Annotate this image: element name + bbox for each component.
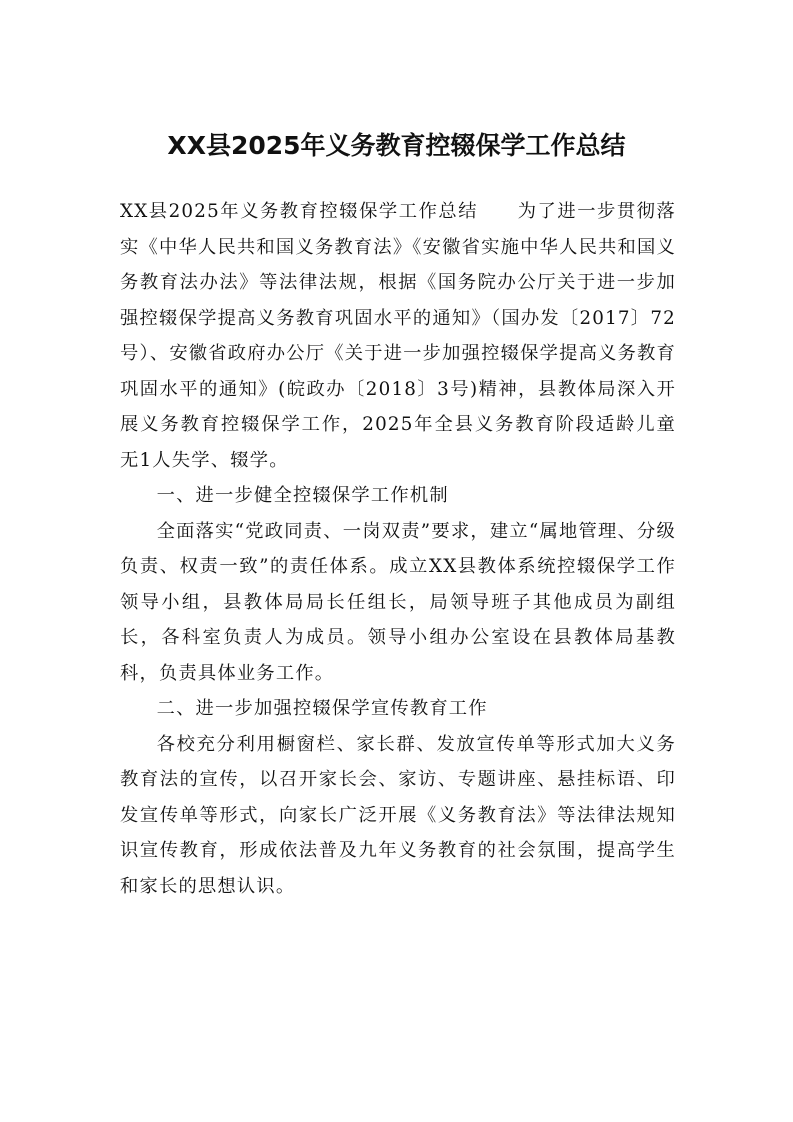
- document-title: XX县2025年义务教育控辍保学工作总结: [167, 131, 626, 160]
- section-paragraph-1: 全面落实“党政同责、一岗双责”要求，建立“属地管理、分级负责、权责一致”的责任体系。成立XX县教体系统控辍保学工作领导小组，县教体局局长任组长，局领导班子其他成员为副组长，各科室负责人为成员。领导小组办公室设在县教体局基教科，负责具体业务工作。: [120, 520, 676, 684]
- document-body: [120, 194, 676, 904]
- intro-paragraph: XX县2025年义务教育控辍保学工作总结 为了进一步贯彻落实《中华人民共和国义务教育法》《安徽省实施中华人民共和国义务教育法办法》等法律法规，根据《国务院办公厅关于进一步加强控辍保学提高义务教育巩固水平的通知》（国办发〔2017〕72号）、安徽省政府办公厅《关于进一步加强控辍保学提高义务教育巩固水平的通知》(皖政办〔2018〕3号)精神，县教体局深入开展义务教育控辍保学工作，2025年全县义务教育阶段适龄儿童无1人失学、辍学。: [120, 201, 676, 471]
- section-heading-1: 一、进一步健全控辍保学工作机制: [156, 485, 449, 506]
- section-paragraph-2: 各校充分利用橱窗栏、家长群、发放宣传单等形式加大义务教育法的宣传，以召开家长会、家访、专题讲座、悬挂标语、印发宣传单等形式，向家长广泛开展《义务教育法》等法律法规知识宣传教育，形成依法普及九年义务教育的社会氛围，提高学生和家长的思想认识。: [120, 733, 676, 897]
- section-heading-2: 二、进一步加强控辍保学宣传教育工作: [156, 698, 488, 719]
